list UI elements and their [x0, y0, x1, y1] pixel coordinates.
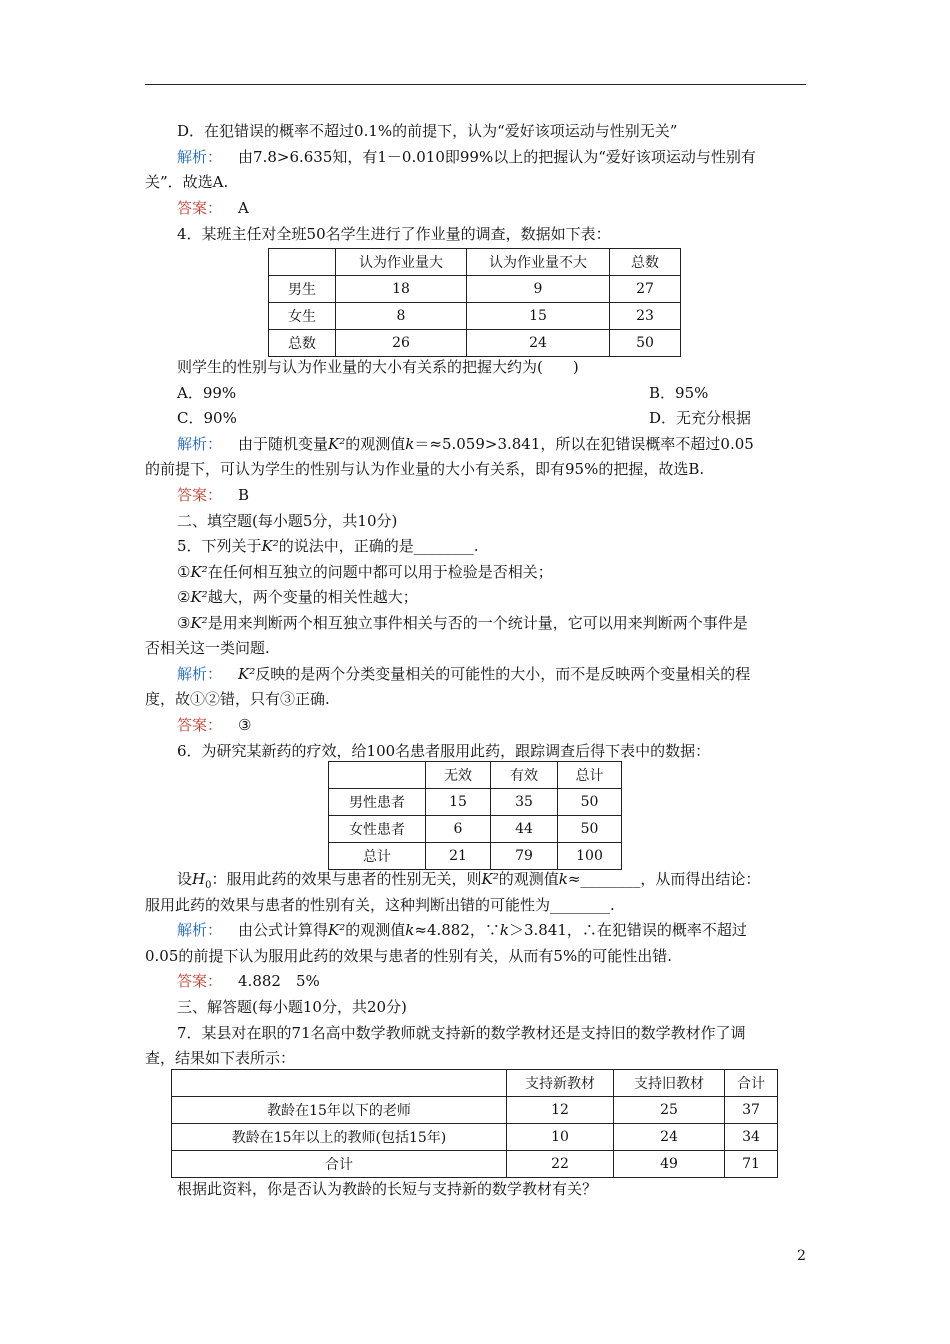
table-header-cell: 无效: [426, 762, 491, 789]
q4-options-cd: [177, 406, 806, 430]
table-cell: 22: [507, 1151, 614, 1178]
table-row: [269, 303, 681, 330]
table-cell: 21: [426, 843, 491, 870]
analysis-label: 解析：: [177, 435, 223, 453]
table-cell: 女性患者: [329, 816, 426, 843]
table-cell: 50: [610, 330, 681, 357]
table-cell: 合计: [172, 1151, 507, 1178]
q6-table: [328, 761, 622, 870]
q4-stem: 4．某班主任对全班50名学生进行了作业量的调查，数据如下表：: [177, 225, 611, 243]
table-cell: 6: [426, 816, 491, 843]
table-cell: 26: [336, 330, 467, 357]
k2-symbol: K²: [328, 921, 346, 939]
table-cell: 50: [558, 789, 622, 816]
k2-symbol: K²: [481, 870, 499, 888]
table-cell: 总数: [269, 330, 336, 357]
k2-symbol: K²: [190, 588, 208, 606]
q4-option-b: B．95%: [649, 384, 709, 402]
q4-analysis-text: 的观测值: [345, 435, 406, 453]
q6-analysis-cont: 0.05的前提下认为服用此药的效果与患者的性别有关，从而有5%的可能性出错.: [145, 947, 672, 965]
table-cell: [172, 1070, 507, 1097]
table-cell: 总计: [329, 843, 426, 870]
page-number: 2: [797, 1248, 806, 1264]
table-header-cell: 支持新教材: [507, 1070, 614, 1097]
table-cell: 8: [336, 303, 467, 330]
q6-setup-cont: 服用此药的效果与患者的性别有关，这种判断出错的可能性为________.: [145, 896, 615, 914]
table-cell: 34: [725, 1124, 778, 1151]
h0-subscript: 0: [205, 880, 212, 891]
q6-answer: [177, 969, 806, 993]
q6-setup-text: 设: [177, 870, 193, 888]
q4-option-c: C．90%: [177, 409, 237, 427]
section-3-title: 三、解答题(每小题10分，共20分): [177, 998, 407, 1016]
q5-item-marker: ③: [177, 614, 191, 632]
k-symbol: k: [405, 921, 415, 939]
table-cell: 23: [610, 303, 681, 330]
analysis-label: 解析：: [177, 665, 223, 683]
q5-item-text: 在任何相互独立的问题中都可以用于检验是否相关；: [207, 563, 553, 581]
k2-symbol: K²: [190, 563, 208, 581]
table-row: [172, 1097, 778, 1124]
q5-stem-text: 5．下列关于: [177, 537, 262, 555]
table-row: [269, 276, 681, 303]
q3-answer-value: A: [238, 199, 249, 217]
q6-setup-text: ：服用此药的效果与患者的性别无关，则: [211, 870, 482, 888]
analysis-label: 解析：: [177, 921, 223, 939]
q6-setup-text: 的观测值: [498, 870, 559, 888]
q7-stem: 7．某县对在职的71名高中数学教师就支持新的数学教材还是支持旧的数学教材作了调: [177, 1024, 746, 1042]
q5-analysis: [177, 662, 806, 686]
q5-item-text: 越大，两个变量的相关性越大；: [207, 588, 418, 606]
q5-item-3: [177, 611, 806, 635]
q4-options-ab: [177, 381, 806, 405]
q6-stem: 6．为研究某新药的疗效，给100名患者服用此药，跟踪调查后得下表中的数据：: [177, 742, 711, 760]
q4-option-d: D．无充分根据: [649, 409, 752, 427]
table-cell: 10: [507, 1124, 614, 1151]
table-header-cell: 合计: [725, 1070, 778, 1097]
q3-analysis-text: 由7.8>6.635知，有1－0.010即99%以上的把握认为“爱好该项运动与性别有: [238, 148, 756, 166]
q6-analysis-text: ＞3.841，∴在犯错误的概率不超过: [508, 921, 747, 939]
k-symbol: k: [405, 435, 415, 453]
table-cell: 25: [614, 1097, 725, 1124]
q5-answer: [177, 713, 806, 737]
table-row: [329, 762, 622, 789]
table-cell: 12: [507, 1097, 614, 1124]
q5-analysis-text: 反映的是两个分类变量相关的可能性的大小，而不是反映两个变量相关的程: [255, 665, 751, 683]
h0-symbol: H: [192, 870, 206, 888]
q4-analysis-cont: 的前提下，可认为学生的性别与认为作业量的大小有关系，即有95%的把握，故选B.: [145, 460, 705, 478]
table-cell: 71: [725, 1151, 778, 1178]
table-cell: 女生: [269, 303, 336, 330]
answer-label: 答案：: [177, 199, 223, 217]
table-cell: 男生: [269, 276, 336, 303]
table-cell: 37: [725, 1097, 778, 1124]
q5-item-marker: ①: [177, 563, 191, 581]
q6-setup-text: ≈________，从而得出结论：: [567, 870, 761, 888]
k-symbol: k: [499, 921, 509, 939]
k2-symbol: K²: [190, 614, 208, 632]
q7-stem-cont: 查，结果如下表所示：: [145, 1049, 296, 1067]
q7-question: 根据此资料，你是否认为教龄的长短与支持新的数学教材有关？: [177, 1180, 598, 1198]
q7-table: [171, 1069, 778, 1178]
q5-answer-value: ③: [238, 716, 252, 734]
table-cell: 44: [491, 816, 558, 843]
table-header-cell: 支持旧教材: [614, 1070, 725, 1097]
table-row: [329, 789, 622, 816]
table-header-cell: 有效: [491, 762, 558, 789]
q3-option-d: D．在犯错误的概率不超过0.1%的前提下，认为“爱好该项运动与性别无关”: [177, 122, 678, 140]
k2-symbol: K²: [238, 665, 256, 683]
q4-option-a: A．99%: [177, 384, 237, 402]
q6-analysis: [177, 918, 806, 942]
q5-analysis-cont: 度，故①②错，只有③正确.: [145, 690, 330, 708]
q6-analysis-text: 由公式计算得: [238, 921, 329, 939]
q5-item-3-cont: 否相关这一类问题.: [145, 639, 270, 657]
table-cell: 24: [467, 330, 610, 357]
table-cell: 27: [610, 276, 681, 303]
answer-label: 答案：: [177, 486, 223, 504]
q4-table: [268, 248, 681, 357]
k2-symbol: K²: [328, 435, 346, 453]
table-cell: 18: [336, 276, 467, 303]
q4-answer-value: B: [238, 486, 250, 504]
table-cell: 9: [467, 276, 610, 303]
table-row: [172, 1151, 778, 1178]
q5-item-1: [177, 560, 806, 584]
table-row: [172, 1070, 778, 1097]
q5-item-2: [177, 585, 806, 609]
table-header-cell: 认为作业量大: [336, 249, 467, 276]
table-cell: 49: [614, 1151, 725, 1178]
q6-analysis-text: ≈4.882，∵: [414, 921, 500, 939]
q6-analysis-text: 的观测值: [345, 921, 406, 939]
answer-label: 答案：: [177, 972, 223, 990]
table-cell: 15: [467, 303, 610, 330]
q3-answer: [177, 196, 806, 220]
table-header-cell: 总数: [610, 249, 681, 276]
table-cell: 教龄在15年以上的教师(包括15年): [172, 1124, 507, 1151]
q5-item-text: 是用来判断两个相互独立事件相关与否的一个统计量，它可以用来判断两个事件是: [207, 614, 748, 632]
section-2-title: 二、填空题(每小题5分，共10分): [177, 512, 398, 530]
table-row: [172, 1124, 778, 1151]
table-cell: 15: [426, 789, 491, 816]
table-cell: 35: [491, 789, 558, 816]
q5-stem-text: 的说法中，正确的是________.: [278, 537, 479, 555]
table-header-cell: 认为作业量不大: [467, 249, 610, 276]
table-cell: 100: [558, 843, 622, 870]
analysis-label: 解析：: [177, 148, 223, 166]
header-rule: [145, 84, 806, 85]
table-row: [329, 816, 622, 843]
answer-label: 答案：: [177, 716, 223, 734]
table-cell: [269, 249, 336, 276]
q4-analysis-text: 由于随机变量: [238, 435, 329, 453]
k2-symbol: K²: [261, 537, 279, 555]
q4-analysis-text: ＝≈5.059>3.841，所以在犯错误概率不超过0.05: [414, 435, 754, 453]
table-header-cell: 总计: [558, 762, 622, 789]
table-cell: 79: [491, 843, 558, 870]
q3-analysis-cont: 关”．故选A.: [145, 173, 229, 191]
q4-analysis: [177, 432, 806, 456]
table-cell: 50: [558, 816, 622, 843]
q6-answer-value: 4.882 5%: [238, 972, 320, 990]
table-cell: 教龄在15年以下的老师: [172, 1097, 507, 1124]
table-row: [269, 249, 681, 276]
table-cell: 男性患者: [329, 789, 426, 816]
q5-item-marker: ②: [177, 588, 191, 606]
q5-stem: [177, 534, 806, 558]
q4-question: 则学生的性别与认为作业量的大小有关系的把握大约为( ): [177, 358, 579, 376]
table-row: [329, 843, 622, 870]
table-cell: [329, 762, 426, 789]
k-symbol: k: [558, 870, 568, 888]
q3-analysis: [177, 145, 806, 169]
table-row: [269, 330, 681, 357]
table-cell: 24: [614, 1124, 725, 1151]
q4-answer: [177, 483, 806, 507]
